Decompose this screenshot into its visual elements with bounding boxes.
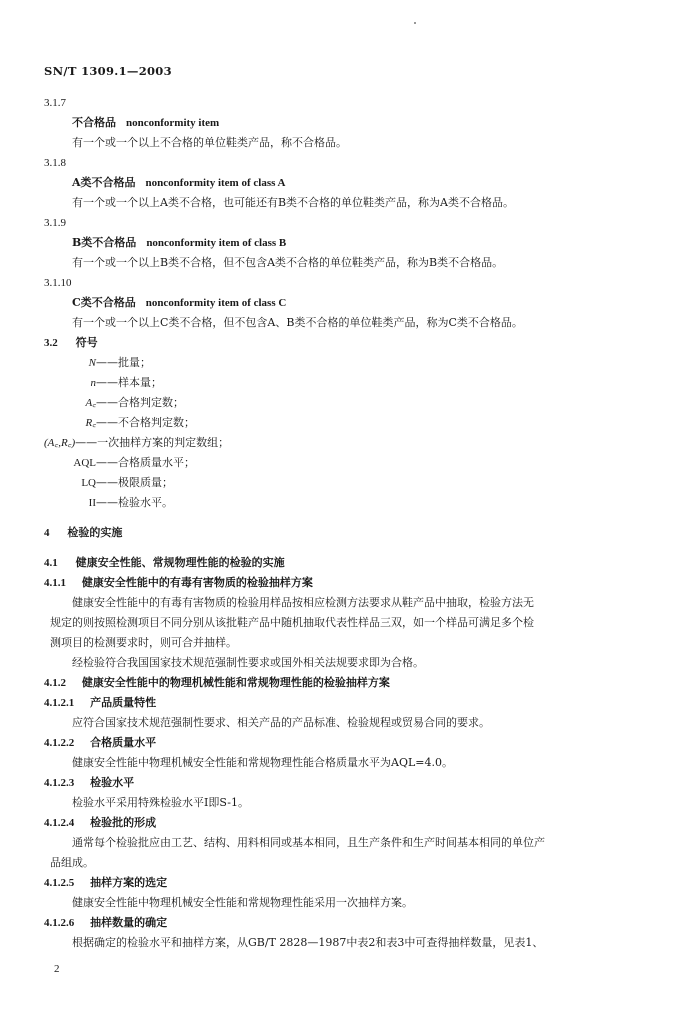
symbol-row [44, 376, 162, 390]
subsection-title: 健康安全性能中的有毒有害物质的检验抽样方案 [81, 576, 313, 589]
clause-title: 检验批的形成 [90, 816, 157, 829]
symbol: LQ [81, 477, 96, 489]
clause-heading [44, 696, 156, 710]
symbol-row [44, 356, 151, 370]
paragraph-line: 检验水平采用特殊检验水平Ⅰ即S-1。 [72, 796, 249, 809]
term-heading [72, 116, 219, 130]
clause-title: 抽样方案的选定 [90, 876, 168, 889]
paragraph-line: 健康安全性能中物理机械安全性能和常规物理性能合格质量水平为AQL=4.0。 [72, 756, 453, 769]
clause-title: 产品质量特性 [90, 696, 157, 709]
symbol: R꜀ [85, 417, 96, 429]
symbol-meaning: ——合格质量水平； [96, 456, 195, 469]
symbol-meaning: ——批量； [96, 356, 151, 369]
clause-number: 4.1.2.3 [44, 777, 75, 789]
symbol: II [88, 497, 96, 509]
clause-number: 3.1.9 [44, 217, 66, 229]
clause-number: 4.1.2.1 [44, 697, 75, 709]
section-title: 健康安全性能、常规物理性能的检验的实施 [75, 556, 285, 569]
clause-heading [44, 776, 134, 790]
symbol-meaning: ——一次抽样方案的判定数组； [75, 436, 230, 449]
paragraph-line: 根据确定的检验水平和抽样方案，从GB/T 2828—1987中表2和表3中可查得抽样数量，见表1、 [72, 936, 544, 949]
section-heading [44, 556, 285, 570]
term-en: nonconformity item of class A [145, 177, 286, 189]
subsection-number: 4.1.1 [44, 577, 66, 589]
clause-number: 3.1.7 [44, 97, 66, 109]
subsection-number: 4.1.2 [44, 677, 66, 689]
term-zh: B类不合格品 [72, 236, 137, 249]
symbol: n [90, 377, 96, 389]
chapter-heading [44, 526, 122, 540]
symbol-meaning: ——样本量； [96, 376, 162, 389]
scan-speck [414, 22, 416, 24]
chapter-title: 检验的实施 [67, 526, 123, 539]
symbol: (A꜀,R꜀) [44, 437, 76, 449]
term-definition: 有一个或一个以上不合格的单位鞋类产品，称不合格品。 [72, 136, 347, 149]
paragraph-line: 品组成。 [50, 856, 94, 869]
clause-heading [44, 876, 167, 890]
term-en: nonconformity item of class B [146, 237, 287, 249]
symbol-meaning: ——不合格判定数； [96, 416, 195, 429]
clause-heading [44, 916, 167, 930]
symbol-row [44, 396, 184, 410]
term-en: nonconformity item of class C [145, 297, 287, 309]
symbol-row [44, 496, 173, 510]
clause-number: 3.1.10 [44, 277, 72, 289]
term-en: nonconformity item [126, 117, 220, 129]
symbol-row [44, 456, 195, 470]
clause-title: 合格质量水平 [90, 736, 157, 749]
section-title: 符号 [75, 336, 98, 349]
symbol: AQL [73, 457, 96, 469]
symbol: N [88, 357, 96, 369]
symbol-meaning: ——合格判定数； [96, 396, 184, 409]
symbol-row [44, 476, 173, 490]
section-number: 3.2 [44, 337, 58, 349]
subsection-heading [44, 676, 390, 690]
term-zh: 不合格品 [72, 116, 116, 129]
clause-heading [44, 816, 156, 830]
term-definition: 有一个或一个以上A类不合格，也可能还有B类不合格的单位鞋类产品，称为A类不合格品。 [72, 196, 514, 209]
section-number: 4.1 [44, 557, 58, 569]
clause-heading [44, 736, 156, 750]
term-definition: 有一个或一个以上C类不合格，但不包含A、B类不合格的单位鞋类产品，称为C类不合格品。 [72, 316, 523, 329]
page-number: 2 [54, 963, 60, 975]
paragraph-line: 通常每个检验批应由工艺、结构、用料相同或基本相同，且生产条件和生产时间基本相同的单位产 [72, 836, 545, 849]
term-heading [72, 296, 286, 310]
clause-title: 抽样数量的确定 [90, 916, 168, 929]
standard-number-header: SN/T 1309.1—2003 [44, 64, 172, 78]
term-heading [72, 176, 285, 190]
clause-number: 4.1.2.4 [44, 817, 75, 829]
paragraph-line: 测项目的检测要求时，则可合并抽样。 [50, 636, 237, 649]
symbol-meaning: ——检验水平。 [96, 496, 173, 509]
symbol-row [44, 436, 229, 450]
clause-number: 4.1.2.2 [44, 737, 75, 749]
paragraph-line: 健康安全性能中的有毒有害物质的检验用样品按相应检测方法要求从鞋产品中抽取，检验方法无 [72, 596, 534, 609]
clause-number: 4.1.2.5 [44, 877, 75, 889]
paragraph-line: 健康安全性能中物理机械安全性能和常规物理性能采用一次抽样方案。 [72, 896, 413, 909]
chapter-number: 4 [44, 527, 50, 539]
subsection-title: 健康安全性能中的物理机械性能和常规物理性能的检验抽样方案 [81, 676, 390, 689]
clause-title: 检验水平 [90, 776, 135, 789]
term-zh: C类不合格品 [72, 296, 136, 309]
term-definition: 有一个或一个以上B类不合格，但不包含A类不合格的单位鞋类产品，称为B类不合格品。 [72, 256, 504, 269]
clause-number: 4.1.2.6 [44, 917, 75, 929]
term-heading [72, 236, 286, 250]
term-zh: A类不合格品 [72, 176, 136, 189]
symbol-row [44, 416, 195, 430]
clause-number: 3.1.8 [44, 157, 66, 169]
symbol-meaning: ——极限质量； [96, 476, 173, 489]
paragraph-line: 经检验符合我国国家技术规范强制性要求或国外相关法规要求即为合格。 [72, 656, 424, 669]
symbol: A꜀ [85, 397, 96, 409]
paragraph-line: 应符合国家技术规范强制性要求、相关产品的产品标准、检验规程或贸易合同的要求。 [72, 716, 490, 729]
section-heading [44, 336, 98, 350]
paragraph-line: 规定的则按照检测项目不同分别从该批鞋产品中随机抽取代表性样品三双，如一个样品可满足多个检 [50, 616, 534, 629]
subsection-heading [44, 576, 313, 590]
